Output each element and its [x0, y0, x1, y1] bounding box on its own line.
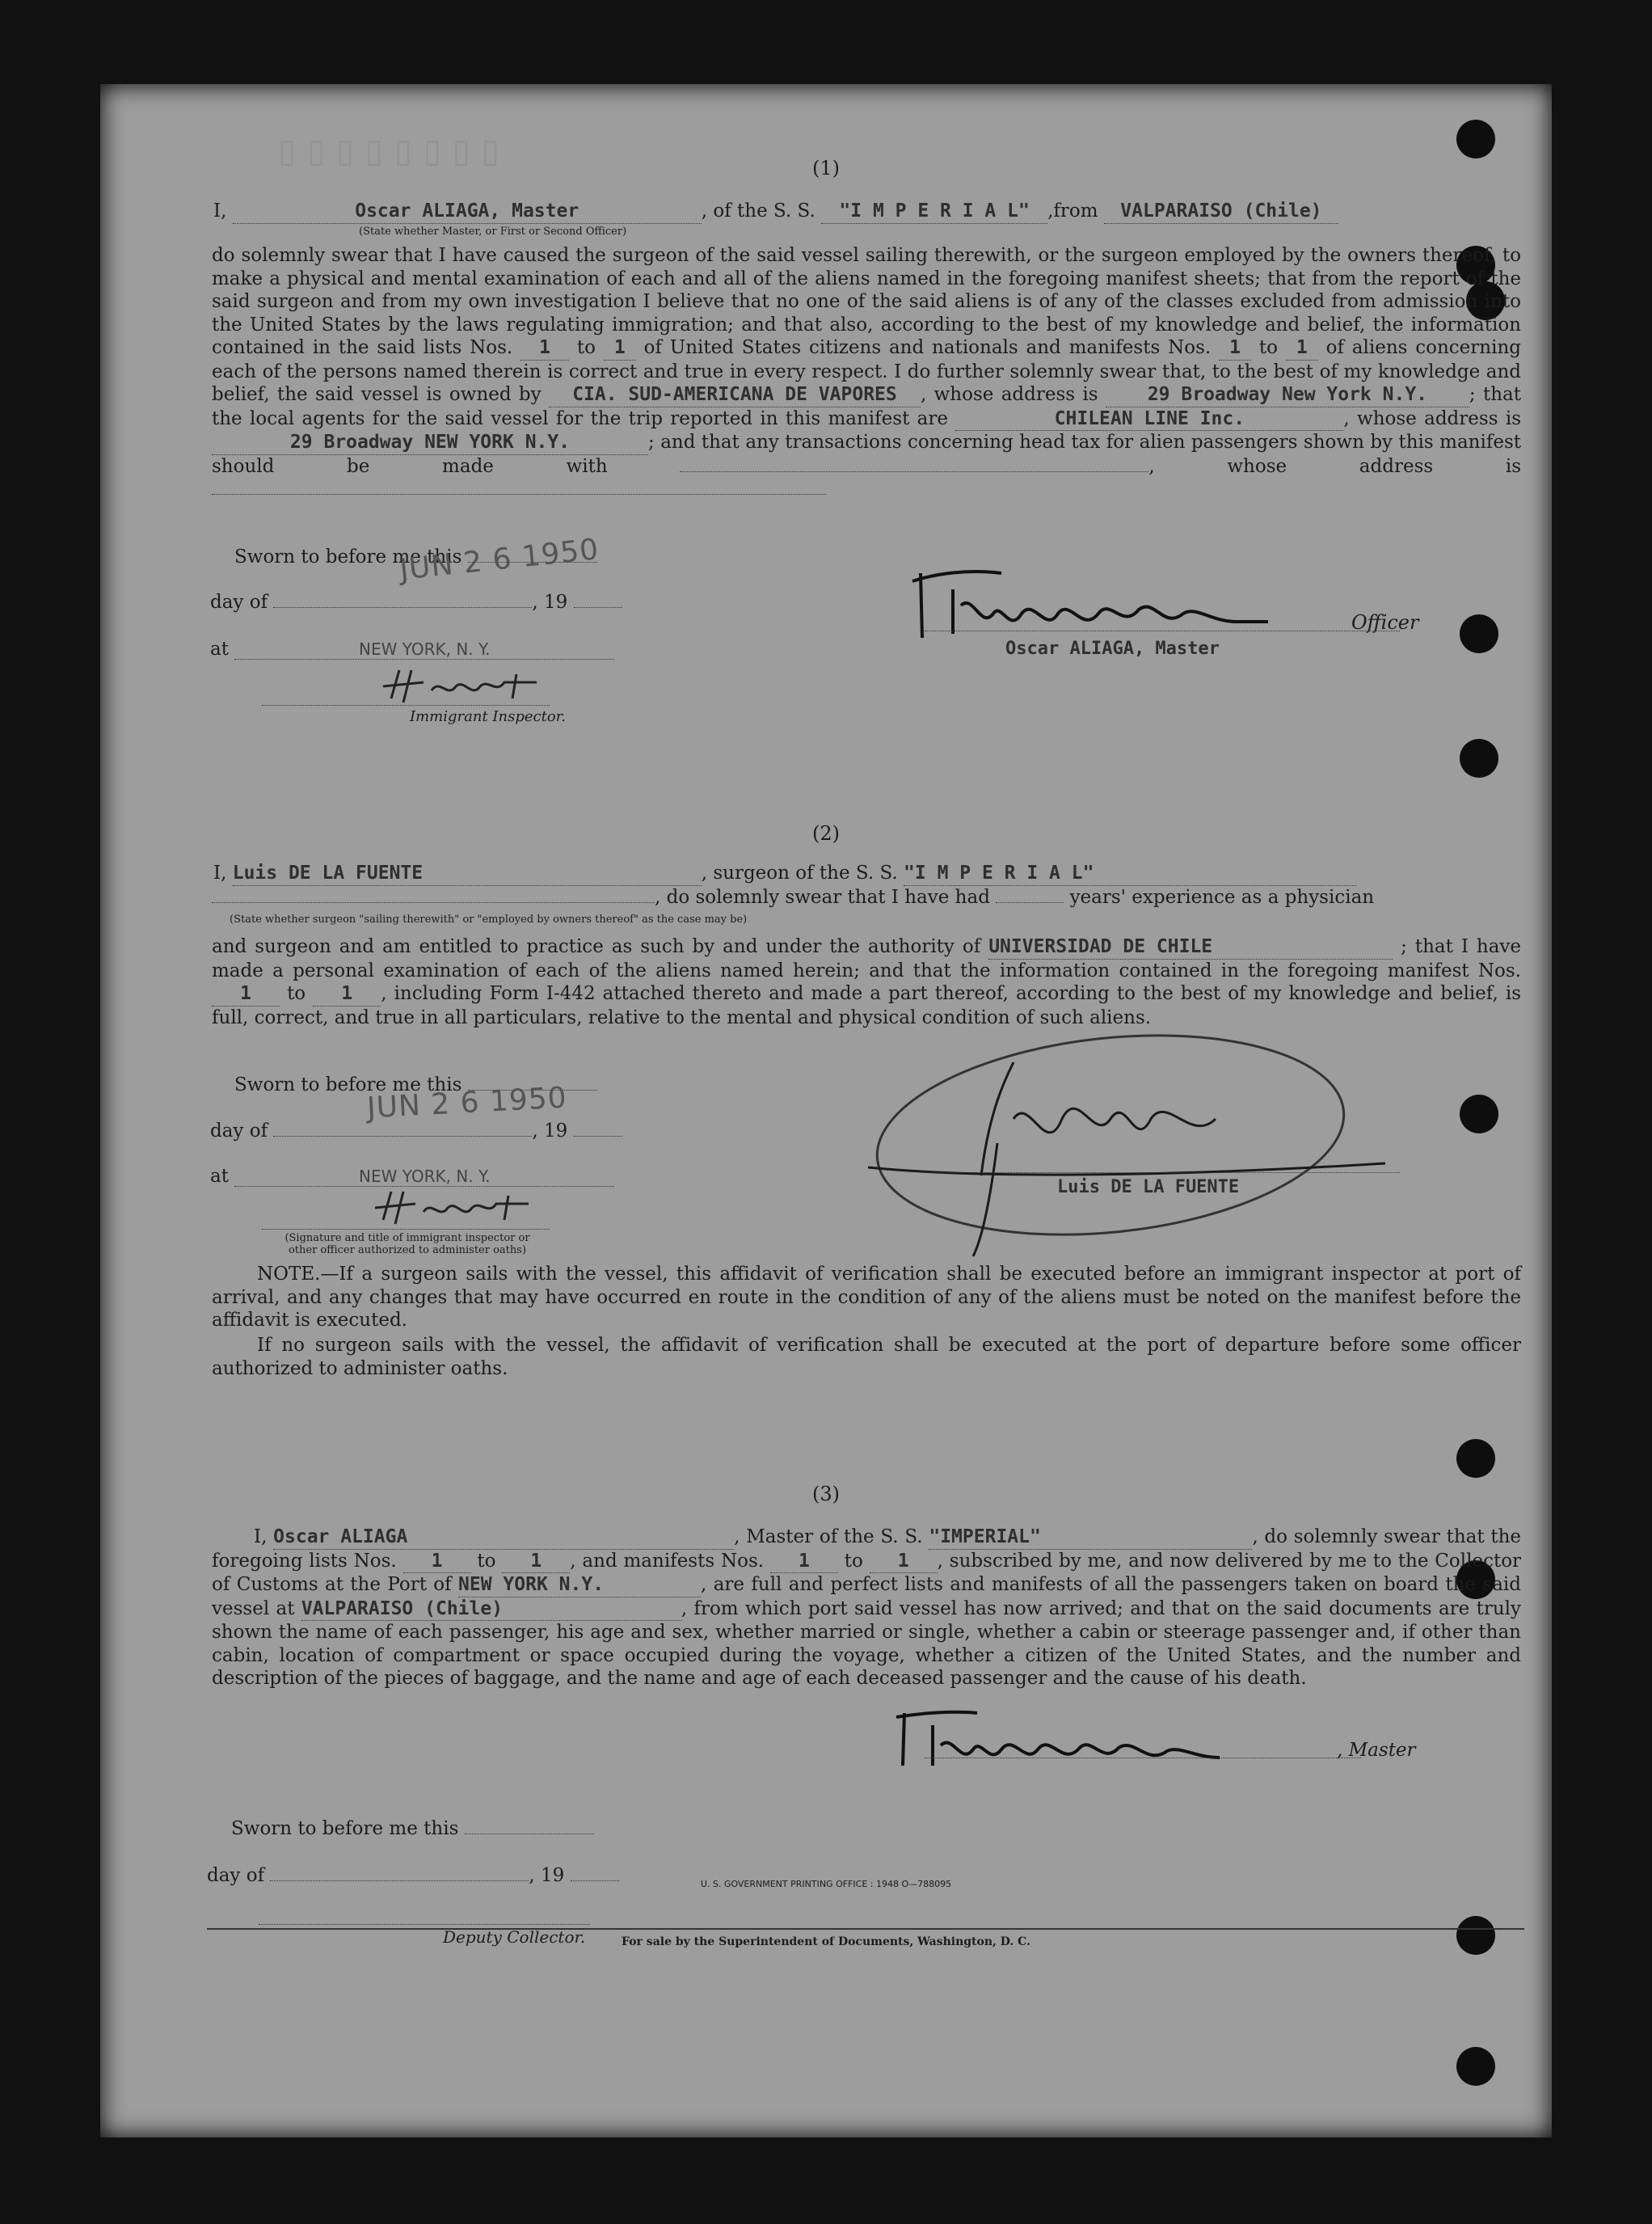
- sworn-label: Sworn to before me this: [234, 547, 462, 568]
- day-of-line-1: [210, 592, 622, 613]
- sec1-text-6: , whose address is: [1343, 407, 1521, 429]
- sec2-text-1: , do solemnly swear that I have had: [655, 887, 990, 908]
- sec2-text-3: and surgeon and am entitled to practice as such by and under the authority of: [212, 936, 981, 957]
- sec3-i: I,: [254, 1526, 268, 1547]
- inspector-signature-1: [375, 666, 617, 715]
- year-label: , 19: [532, 592, 568, 613]
- year-label: , 19: [532, 1120, 568, 1142]
- surgeon-signature-line: [925, 1172, 1400, 1173]
- sec1-text-4: , whose address is: [920, 384, 1098, 405]
- manifest-from-field-3: 1: [770, 1550, 838, 1574]
- vessel-name-field-2: "I M P E R I A L": [904, 862, 1356, 886]
- gpo-imprint: U. S. GOVERNMENT PRINTING OFFICE : 1948 O—788095: [700, 1879, 952, 1889]
- from-label: ,from: [1047, 200, 1098, 222]
- manifest-from-field: 1: [1219, 336, 1251, 361]
- section-1-header: [213, 200, 1523, 224]
- note-paragraph-2: If no surgeon sails with the vessel, the affidavit of verification shall be executed at the port of departure before some officer authorized to administer oaths.: [212, 1335, 1521, 1379]
- sec1-text-5: ; that the local agents for the said vessel for the trip reported in this manifest are: [212, 384, 1522, 429]
- surgeon-status-field: [212, 902, 655, 903]
- owner-address-field: 29 Broadway New York N.Y.: [1106, 383, 1469, 407]
- manifest-to-field-3: 1: [870, 1550, 938, 1574]
- officer-label: Officer: [1351, 611, 1419, 634]
- section-1-number: (1): [812, 157, 840, 179]
- master-signer-name: Oscar ALIAGA, Master: [1005, 639, 1220, 659]
- port-from-field: VALPARAISO (Chile): [1104, 200, 1338, 224]
- to-label: to: [844, 1550, 863, 1572]
- sec1-text-7: ; and that any transactions concerning head tax for alien passengers shown by this manifest should be made with: [212, 432, 1521, 477]
- sec3-text-6: , from which port said vessel has now arrived; and that on the said documents are truly shown the name of each passenger, his age and sex, whether married or single, whether a cabin or steerage passenger and, if other than cabin, location of compartment or space occupied during the voyage, whether a citizen of the United States, and the number and description of the pieces of baggage, and the name and age of each deceased passenger and the cause of his death.: [212, 1597, 1521, 1689]
- to-label: to: [477, 1550, 496, 1572]
- at-label: at: [210, 1166, 229, 1187]
- agents-address-field: 29 Broadway NEW YORK N.Y.: [212, 431, 648, 455]
- section-3-body: [212, 1526, 1521, 1690]
- sec3-text-5: , are full and perfect lists and manifests of all the passengers taken on board the said vessel at: [212, 1574, 1521, 1619]
- origin-field-3: VALPARAISO (Chile): [301, 1597, 681, 1622]
- port-field-3: NEW YORK N.Y.: [458, 1573, 701, 1597]
- head-tax-field: [680, 471, 1148, 472]
- document-page: [100, 84, 1552, 2137]
- date-stamp-1: JUN 2 6 1950: [398, 533, 601, 587]
- vessel-name-field: "I M P E R I A L": [821, 200, 1047, 224]
- sec1-text-1: do solemnly swear that I have caused the surgeon of the said vessel sailing therewith, or the surgeon employed by the owners thereof, to make a physical and mental examination of each and all of the aliens named in the foregoing manifest sheets; that from the report of the said surgeon and from my own investigation I believe that no one of the said aliens is of any of the classes excluded from admission into the United States by the laws regulating immigration; and that also, according to the best of my knowledge and belief, the information contained in the said lists Nos.: [212, 245, 1521, 358]
- sec3-text-2: , do solemnly swear that the foregoing lists Nos.: [212, 1526, 1522, 1572]
- surgeon-hint: (State whether surgeon "sailing therewith" or "employed by owners thereof" as the case may be): [230, 914, 748, 926]
- sec2-text-2: years' experience as a physician: [1069, 887, 1375, 908]
- vessel-name-field-3: "IMPERIAL": [929, 1526, 1252, 1550]
- sec3-text-3: , and manifests Nos.: [570, 1550, 765, 1572]
- sworn-label: Sworn to before me this: [231, 1818, 459, 1839]
- date-stamp-2: JUN 2 6 1950: [366, 1081, 568, 1125]
- manifest-to-field-2: 1: [313, 982, 381, 1006]
- punch-hole: [1460, 739, 1498, 778]
- list-from-field: 1: [520, 336, 569, 361]
- sec3-text-4: , subscribed by me, and now delivered by me to the Collector of Customs at the Port of: [212, 1550, 1522, 1595]
- years-field: [996, 902, 1064, 903]
- at-line-2: [210, 1166, 614, 1187]
- punch-hole: [1460, 1095, 1498, 1133]
- year-field: [574, 1136, 622, 1137]
- sale-notice: For sale by the Superintendent of Documents, Washington, D. C.: [622, 1935, 1030, 1948]
- day-of-field: [273, 1136, 532, 1137]
- section-2-line-2: [212, 886, 1521, 909]
- punch-hole: [1460, 614, 1498, 653]
- day-of-field: [273, 607, 532, 608]
- sec1-text-3: of aliens concerning each of the persons named therein is correct and true in every respect. I do further solemnly swear that, to the best of my knowledge and belief, the said vessel is owned by: [212, 337, 1521, 405]
- sec3-text-1: , Master of the S. S.: [734, 1526, 923, 1547]
- surgeon-name-field: Luis DE LA FUENTE: [233, 862, 702, 886]
- section-1-body: [212, 244, 1521, 501]
- inspector-line-1: [262, 705, 550, 706]
- master-name-field: Oscar ALIAGA, Master: [233, 200, 702, 224]
- inspector-line-2: [262, 1229, 550, 1230]
- day-of-label: day of: [207, 1865, 265, 1886]
- list-to-field: 1: [604, 336, 636, 361]
- day-of-label: day of: [210, 592, 268, 613]
- inspector-label-2: (Signature and title of immigrant inspector or other officer authorized to administer oaths): [284, 1232, 530, 1256]
- sec1-i: I,: [213, 200, 227, 222]
- section-3-number: (3): [812, 1483, 840, 1505]
- manifest-from-field-2: 1: [212, 982, 280, 1006]
- place-field: NEW YORK, N. Y.: [234, 639, 614, 660]
- day-of-label: day of: [210, 1120, 268, 1142]
- day-of-line-2: [210, 1120, 622, 1142]
- at-label: at: [210, 639, 229, 660]
- master-hint: (State whether Master, or First or Second Officer): [359, 226, 627, 238]
- authority-field: UNIVERSIDAD DE CHILE: [988, 935, 1393, 960]
- master-name-field-3: Oscar ALIAGA: [273, 1526, 734, 1550]
- list-from-field-3: 1: [403, 1550, 471, 1574]
- to-label: to: [287, 983, 306, 1004]
- sec1-text-8: , whose address is: [1148, 455, 1522, 477]
- punch-hole: [1456, 120, 1495, 158]
- agents-field: CHILEAN LINE Inc.: [955, 407, 1343, 432]
- head-tax-address-field: [212, 494, 826, 495]
- section-2-header: [213, 862, 1523, 886]
- section-2-number: (2): [812, 822, 840, 845]
- bleed-through-text: ▯ ▯ ▯ ▯ ▯ ▯ ▯ ▯: [278, 133, 499, 170]
- sec2-i: I,: [213, 863, 227, 884]
- punch-hole: [1456, 1439, 1495, 1478]
- footer-rule: [207, 1928, 1524, 1930]
- master-signature-3: [888, 1701, 1260, 1782]
- sec1-text-2: of United States citizens and nationals and manifests Nos.: [643, 337, 1212, 358]
- surgeon-signer-name: Luis DE LA FUENTE: [1057, 1177, 1240, 1197]
- place-field: NEW YORK, N. Y.: [234, 1167, 614, 1187]
- collector-line: [259, 1924, 590, 1925]
- sworn-line-3: [231, 1818, 594, 1839]
- owner-field: CIA. SUD-AMERICANA DE VAPORES: [549, 383, 921, 407]
- year-field: [574, 607, 622, 608]
- at-line-1: [210, 639, 614, 660]
- manifest-to-field: 1: [1286, 336, 1318, 361]
- surgeon-signature: [868, 1014, 1393, 1289]
- sec2-text-4: ; that I have made a personal examination of each of the aliens named herein; and that the information contained in the foregoing manifest Nos.: [212, 936, 1522, 981]
- punch-hole: [1456, 2047, 1495, 2086]
- inspector-label-1: Immigrant Inspector.: [410, 708, 567, 725]
- of-ss-label: , of the S. S.: [701, 200, 815, 222]
- master-label-3: , Master: [1337, 1740, 1416, 1761]
- surgeon-of-label: , surgeon of the S. S.: [701, 863, 898, 884]
- to-label: to: [576, 337, 596, 358]
- sec2-text-5: , including Form I-442 attached thereto and made a part thereof, according to the best of my knowledge and belief, is full, correct, and true in all particulars, relative to the mental and physical condition of such aliens.: [212, 983, 1522, 1028]
- collector-label: Deputy Collector.: [443, 1927, 586, 1947]
- sworn-label: Sworn to before me this: [234, 1074, 462, 1095]
- list-to-field-3: 1: [502, 1550, 570, 1574]
- year-label: , 19: [529, 1865, 565, 1886]
- note-paragraph-1: NOTE.—If a surgeon sails with the vessel, this affidavit of verification shall be executed before an immigrant inspector at port of arrival, and any changes that may have occurred en route in the condition of any of the aliens must be noted on the manifest before the affidavit is executed.: [212, 1264, 1521, 1331]
- to-label: to: [1258, 337, 1278, 358]
